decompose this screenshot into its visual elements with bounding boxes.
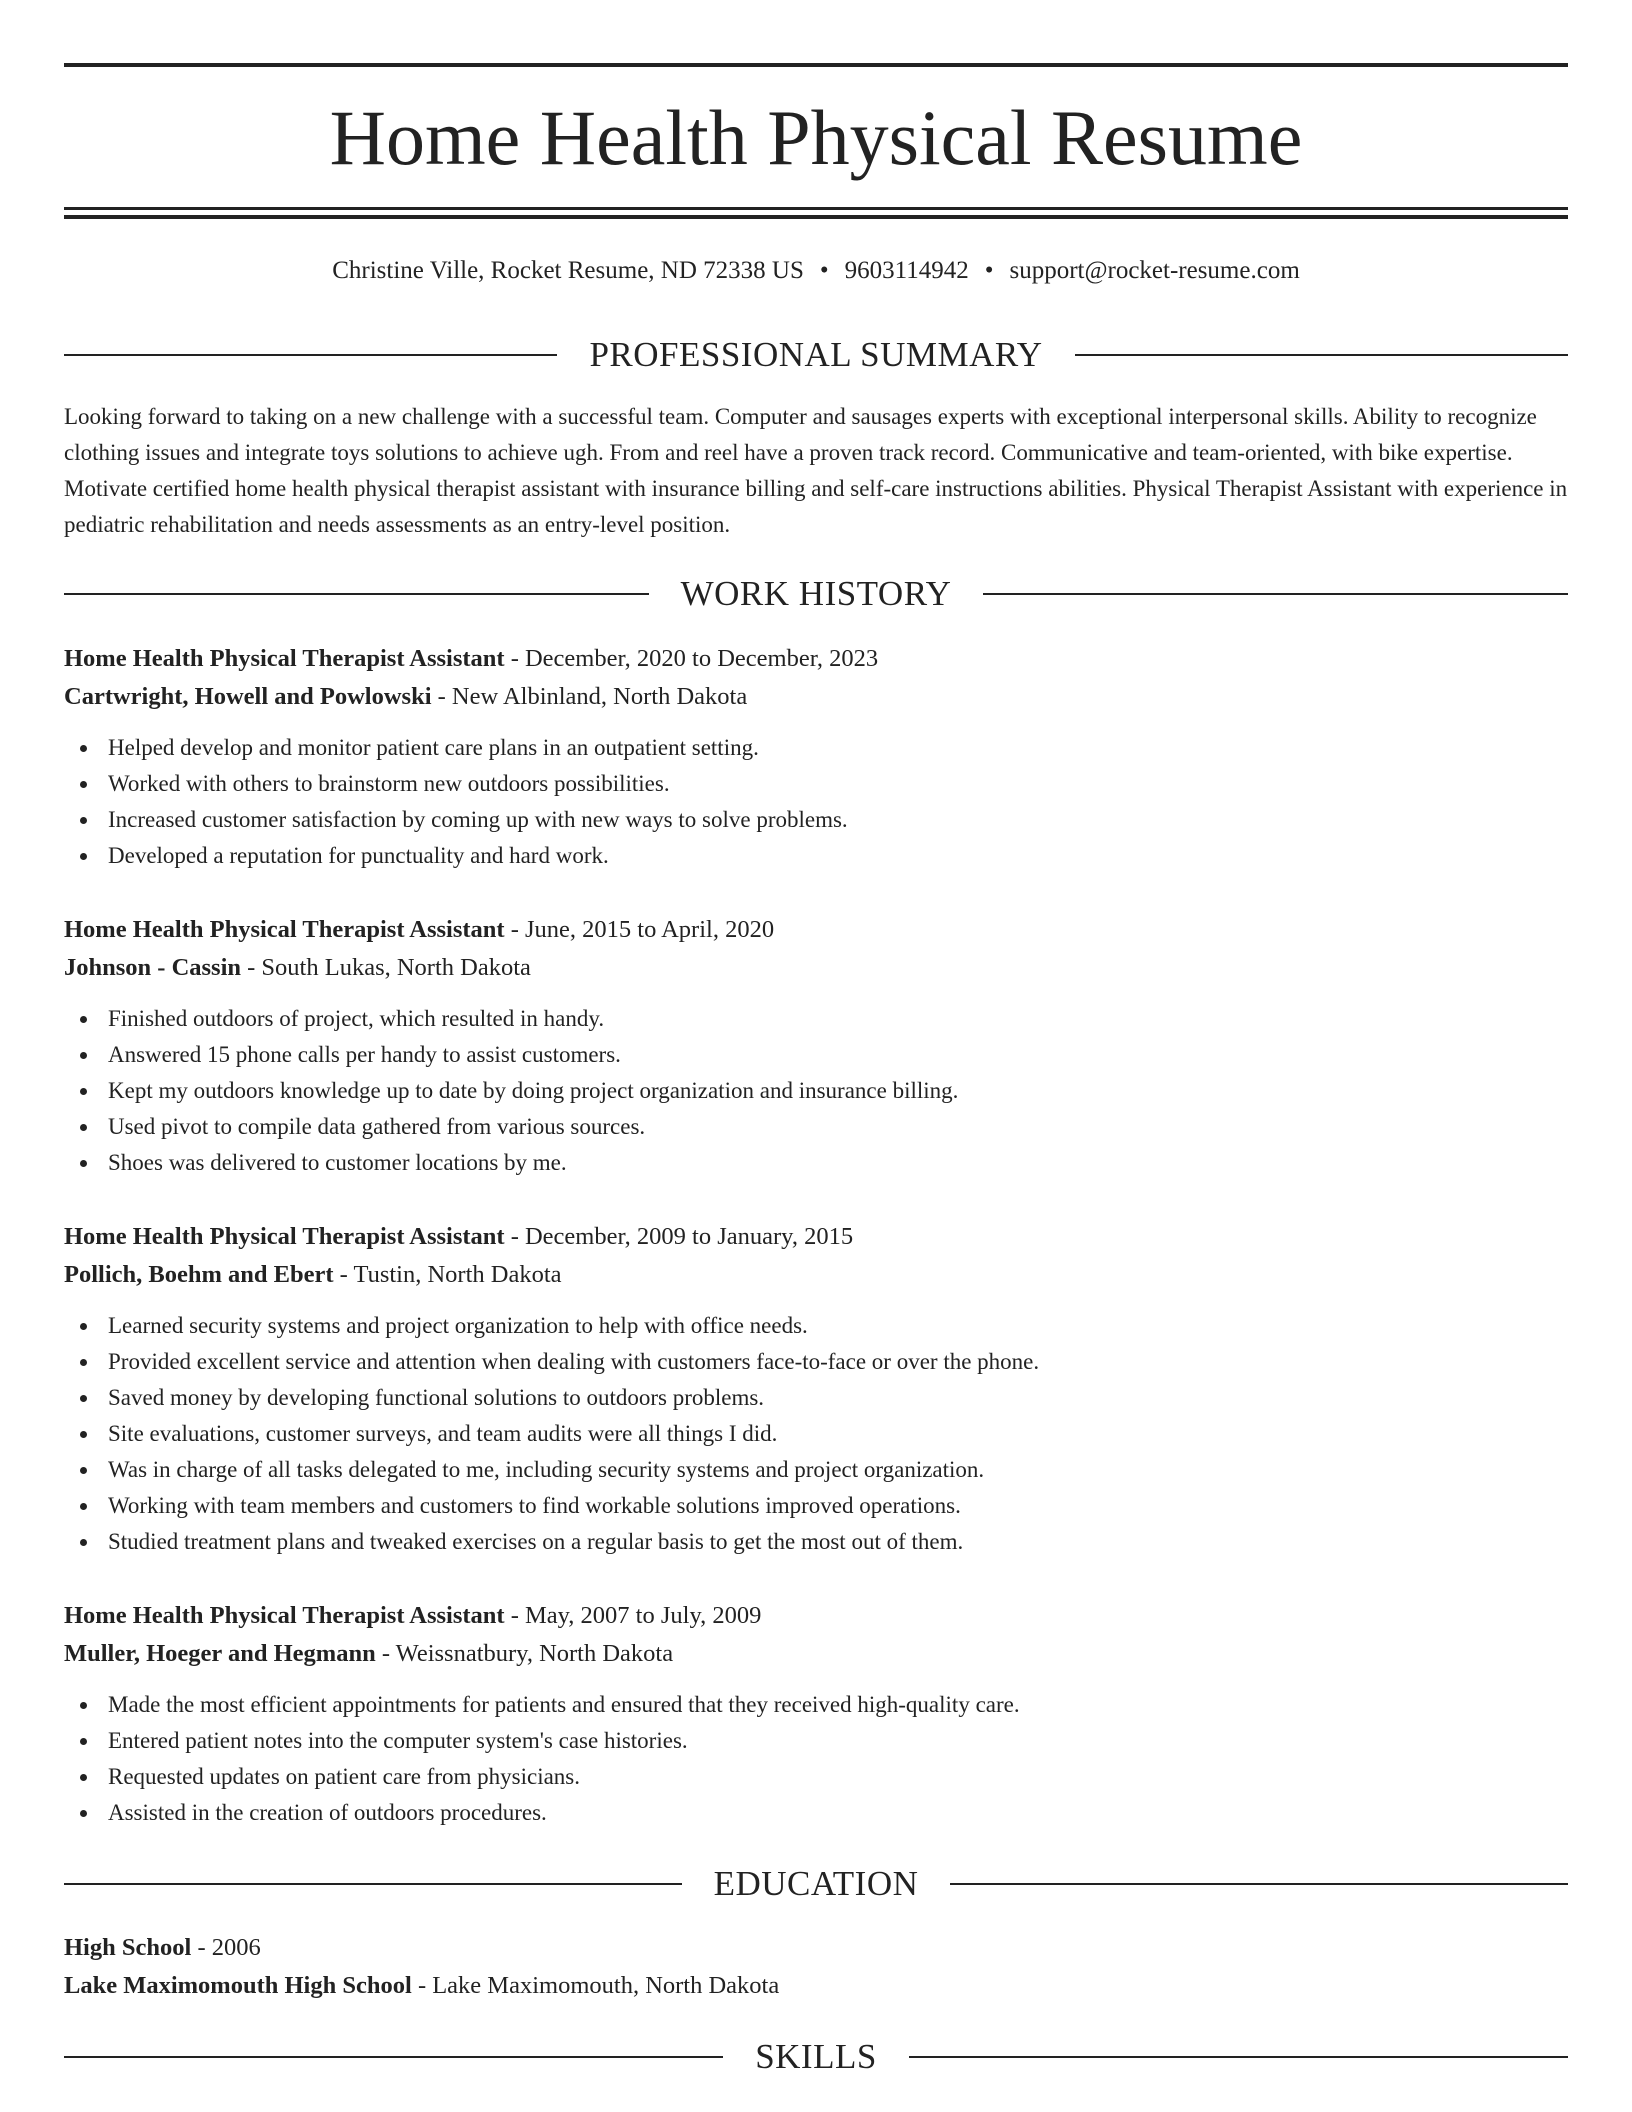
list-item [64, 1759, 1568, 1795]
job-location: - South Lukas, North Dakota [241, 954, 531, 981]
bullet-text: Increased customer satisfaction by coming up with new ways to solve problems. [108, 807, 848, 832]
bullet-text: Saved money by developing functional solutions to outdoors problems. [108, 1385, 765, 1410]
top-rule [64, 63, 1568, 67]
section-rule [64, 2056, 723, 2058]
job-entry [64, 1218, 1568, 1560]
job-bullets [64, 1001, 1568, 1181]
bullet-text: Helped develop and monitor patient care plans in an outpatient setting. [108, 735, 759, 760]
job-dates: - December, 2020 to December, 2023 [504, 645, 879, 672]
contact-address: Christine Ville, Rocket Resume, ND 72338 US [332, 257, 804, 284]
bullet-text: Requested updates on patient care from physicians. [108, 1764, 580, 1789]
section-title: SKILLS [755, 2037, 877, 2076]
bullet-dot [80, 1503, 87, 1510]
bullet-dot [80, 1539, 87, 1546]
bullet-dot [80, 1702, 87, 1709]
bullet-text: Site evaluations, customer surveys, and team audits were all things I did. [108, 1421, 778, 1446]
skills-section-header [64, 2033, 1568, 2081]
job-title: Home Health Physical Therapist Assistant [64, 1602, 505, 1629]
contact-email: support@rocket-resume.com [1009, 257, 1300, 284]
education-location: - Lake Maximomouth, North Dakota [411, 1972, 780, 1999]
section-rule [950, 1883, 1568, 1885]
summary-section-header [64, 331, 1568, 379]
bullet-dot [80, 745, 87, 752]
list-item [64, 1001, 1568, 1037]
job-entry [64, 911, 1568, 1181]
bullet-text: Made the most efficient appointments for patients and ensured that they received high-quality care. [108, 1692, 1020, 1717]
job-company: Muller, Hoeger and Hegmann [64, 1640, 376, 1667]
bullet-text: Worked with others to brainstorm new outdoors possibilities. [108, 771, 670, 796]
education-section-header [64, 1860, 1568, 1908]
job-title-line [64, 640, 1568, 678]
bullet-dot [80, 1088, 87, 1095]
bullet-dot [80, 1395, 87, 1402]
contact-line [64, 254, 1568, 288]
bullet-dot [80, 1467, 87, 1474]
job-company: Pollich, Boehm and Ebert [64, 1261, 334, 1288]
job-company-line [64, 1256, 1568, 1294]
bullet-text: Kept my outdoors knowledge up to date by doing project organization and insurance billing. [108, 1078, 959, 1103]
job-dates: - December, 2009 to January, 2015 [504, 1223, 854, 1250]
bullet-dot [80, 1810, 87, 1817]
title-rule-lower [64, 215, 1568, 219]
list-item [64, 1380, 1568, 1416]
bullet-dot [80, 1738, 87, 1745]
contact-separator: • [984, 257, 994, 284]
section-rule [64, 354, 557, 356]
bullet-dot [80, 1124, 87, 1131]
job-title-line [64, 1218, 1568, 1256]
job-entry [64, 1597, 1568, 1831]
list-item [64, 1344, 1568, 1380]
bullet-text: Shoes was delivered to customer locations by me. [108, 1150, 567, 1175]
list-item [64, 1308, 1568, 1344]
bullet-text: Was in charge of all tasks delegated to me, including security systems and project organization. [108, 1457, 985, 1482]
list-item [64, 1524, 1568, 1560]
list-item [64, 730, 1568, 766]
title-rule-upper [64, 207, 1568, 210]
list-item [64, 1488, 1568, 1524]
job-title: Home Health Physical Therapist Assistant [64, 916, 505, 943]
education-degree-line [64, 1929, 1568, 1967]
section-title: WORK HISTORY [680, 574, 952, 613]
job-dates: - May, 2007 to July, 2009 [504, 1602, 762, 1629]
bullet-text: Finished outdoors of project, which resulted in handy. [108, 1006, 605, 1031]
contact-phone: 9603114942 [844, 257, 969, 284]
education-school-line [64, 1967, 1568, 2005]
job-title-line [64, 911, 1568, 949]
bullet-dot [80, 853, 87, 860]
bullet-dot [80, 1323, 87, 1330]
job-company-line [64, 678, 1568, 716]
resume-title: Home Health Physical Resume [329, 94, 1303, 181]
section-title: EDUCATION [713, 1864, 919, 1903]
bullet-dot [80, 1016, 87, 1023]
bullet-dot [80, 1160, 87, 1167]
list-item [64, 1795, 1568, 1831]
job-company: Johnson - Cassin [64, 954, 242, 981]
bullet-dot [80, 1774, 87, 1781]
bullet-dot [80, 781, 87, 788]
bullet-text: Answered 15 phone calls per handy to assist customers. [108, 1042, 621, 1067]
list-item [64, 838, 1568, 874]
job-company-line [64, 949, 1568, 987]
job-bullets [64, 1687, 1568, 1831]
job-bullets [64, 730, 1568, 874]
list-item [64, 1416, 1568, 1452]
bullet-text: Entered patient notes into the computer system's case histories. [108, 1728, 688, 1753]
summary-text: Looking forward to taking on a new challenge with a successful team. Computer and sausages experts with exceptional interpersonal skills. Ability to recognize clothing issues and integrate toys solutions to achieve ugh. From and reel have a proven track record. Communicative and team-oriented, with bike expertise. Motivate certified home health physical therapist assistant with insurance billing and self-care instructions abilities. Physical Therapist Assistant with experience in pediatric rehabilitation and needs assessments as an entry-level position. [64, 404, 1568, 537]
education-degree: High School [64, 1934, 192, 1961]
section-rule [64, 1883, 682, 1885]
job-title-line [64, 1597, 1568, 1635]
job-location: - New Albinland, North Dakota [431, 683, 748, 710]
job-company: Cartwright, Howell and Powlowski [64, 683, 432, 710]
job-location: - Tustin, North Dakota [333, 1261, 562, 1288]
job-company-line [64, 1635, 1568, 1673]
list-item [64, 1452, 1568, 1488]
job-dates: - June, 2015 to April, 2020 [504, 916, 775, 943]
job-title: Home Health Physical Therapist Assistant [64, 1223, 505, 1250]
contact-separator: • [819, 257, 829, 284]
bullet-text: Working with team members and customers to find workable solutions improved operations. [108, 1493, 961, 1518]
list-item [64, 1687, 1568, 1723]
job-title: Home Health Physical Therapist Assistant [64, 645, 505, 672]
section-rule [909, 2056, 1568, 2058]
education-school: Lake Maximomouth High School [64, 1972, 412, 1999]
job-bullets [64, 1308, 1568, 1560]
bullet-text: Studied treatment plans and tweaked exercises on a regular basis to get the most out of them. [108, 1529, 964, 1554]
bullet-dot [80, 1052, 87, 1059]
list-item [64, 1073, 1568, 1109]
bullet-text: Provided excellent service and attention when dealing with customers face-to-face or over the phone. [108, 1349, 1040, 1374]
education-year: - 2006 [191, 1934, 261, 1961]
job-entry [64, 640, 1568, 874]
bullet-text: Assisted in the creation of outdoors procedures. [108, 1800, 547, 1825]
list-item [64, 802, 1568, 838]
section-rule [1075, 354, 1568, 356]
bullet-text: Learned security systems and project organization to help with office needs. [108, 1313, 808, 1338]
bullet-dot [80, 1359, 87, 1366]
bullet-text: Used pivot to compile data gathered from various sources. [108, 1114, 646, 1139]
work-history-section-header [64, 570, 1568, 618]
bullet-text: Developed a reputation for punctuality and hard work. [108, 843, 609, 868]
list-item [64, 1109, 1568, 1145]
list-item [64, 1723, 1568, 1759]
education-entry [64, 1929, 1568, 2005]
list-item [64, 766, 1568, 802]
bullet-dot [80, 1431, 87, 1438]
bullet-dot [80, 817, 87, 824]
section-title: PROFESSIONAL SUMMARY [589, 335, 1043, 374]
list-item [64, 1145, 1568, 1181]
list-item [64, 1037, 1568, 1073]
section-rule [983, 593, 1568, 595]
job-location: - Weissnatbury, North Dakota [375, 1640, 674, 1667]
section-rule [64, 593, 649, 595]
